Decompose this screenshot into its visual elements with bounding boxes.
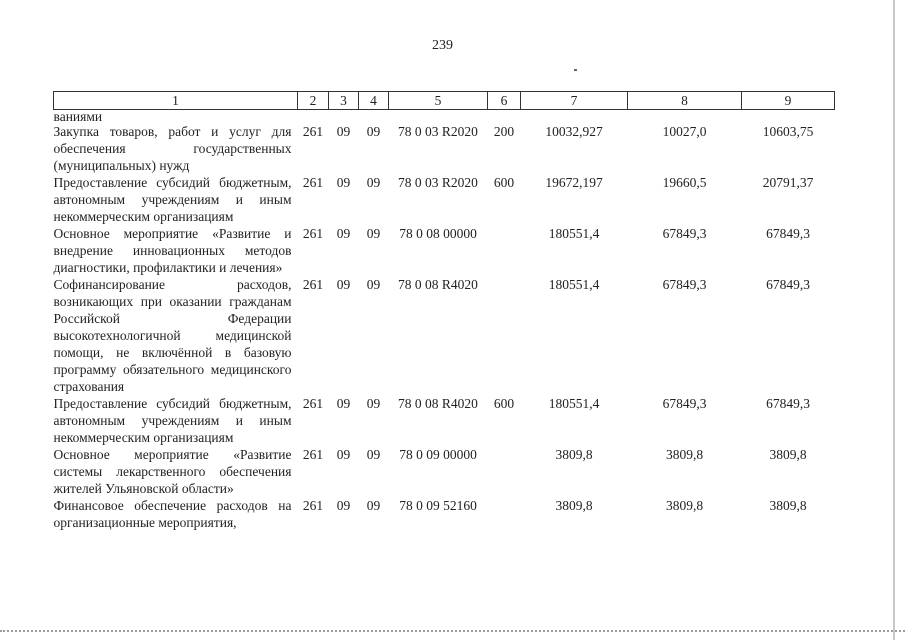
section-code: 09	[336, 498, 351, 513]
expense-type-code	[488, 276, 521, 395]
amount-col9: 3809,8	[769, 498, 807, 513]
amount-col9: 67849,3	[766, 396, 810, 411]
amount-col8: 3809,8	[665, 498, 704, 513]
ministry-code: 261	[302, 175, 324, 190]
amount-col7: 180551,4	[548, 277, 600, 292]
expense-type-code	[488, 110, 521, 124]
target-article-code: 78 0 08 R4020	[398, 396, 478, 411]
target-article-code: 78 0 09 00000	[399, 447, 477, 462]
expense-type-code	[488, 497, 521, 531]
ministry-code: 261	[302, 498, 324, 513]
subsection-code: 09	[366, 277, 381, 292]
section-code	[329, 110, 359, 124]
table-row	[54, 225, 835, 276]
table-row	[54, 497, 835, 531]
column-header: 9	[742, 92, 835, 110]
section-code: 09	[336, 277, 351, 292]
expense-type-code: 600	[493, 175, 515, 190]
ministry-code: 261	[302, 277, 324, 292]
section-code: 09	[336, 226, 351, 241]
expense-type-code: 600	[493, 396, 515, 411]
ministry-code: 261	[302, 447, 324, 462]
amount-col7: 3809,8	[555, 498, 593, 513]
ministry-code	[298, 110, 329, 124]
page-number: 239	[432, 38, 453, 53]
section-code: 09	[336, 396, 351, 411]
amount-col9: 10603,75	[762, 124, 814, 139]
section-code: 09	[336, 175, 351, 190]
column-header: 8	[628, 92, 742, 110]
column-header: 1	[54, 92, 298, 110]
row-description: Софинансирование расходов, возникающих при оказании гражданам Российской Федерации высокотехнологичной медицинской помощи, не включённой в базовую программу обязательного медицинского страхования	[53, 277, 292, 394]
amount-col8: 67849,3	[662, 396, 707, 411]
subsection-code	[359, 110, 389, 124]
page-edge	[893, 0, 895, 640]
column-header: 3	[329, 92, 359, 110]
amount-col9: 20791,37	[762, 175, 814, 190]
row-description: Основное мероприятие «Развитие системы лекарственного обеспечения жителей Ульяновской области»	[53, 447, 292, 496]
ministry-code: 261	[302, 396, 324, 411]
row-description: Финансовое обеспечение расходов на организационные мероприятия,	[53, 498, 292, 530]
target-article-code: 78 0 09 52160	[399, 498, 477, 513]
table-row	[54, 110, 835, 124]
row-description: Закупка товаров, работ и услуг для обеспечения государственных (муниципальных) нужд	[53, 124, 292, 173]
table-row	[54, 123, 835, 174]
amount-col8: 67849,3	[662, 277, 707, 292]
target-article-code: 78 0 08 R4020	[398, 277, 478, 292]
table-row	[54, 446, 835, 497]
ministry-code: 261	[302, 124, 324, 139]
target-article-code: 78 0 08 00000	[399, 226, 477, 241]
scan-speck	[574, 69, 577, 71]
subsection-code: 09	[366, 498, 381, 513]
amount-col9	[742, 110, 835, 124]
column-header: 2	[298, 92, 329, 110]
subsection-code: 09	[366, 396, 381, 411]
subsection-code: 09	[366, 175, 381, 190]
subsection-code: 09	[366, 124, 381, 139]
amount-col7	[521, 110, 628, 124]
subsection-code: 09	[366, 447, 381, 462]
section-code: 09	[336, 124, 351, 139]
subsection-code: 09	[366, 226, 381, 241]
table-row	[54, 276, 835, 395]
column-header: 6	[488, 92, 521, 110]
expense-type-code	[488, 446, 521, 497]
row-description: Предоставление субсидий бюджетным, автономным учреждениям и иным некоммерческим организациям	[53, 175, 292, 224]
amount-col8	[628, 110, 742, 124]
row-description: ваниями	[53, 109, 103, 124]
column-header: 5	[389, 92, 488, 110]
expense-type-code	[488, 225, 521, 276]
target-article-code: 78 0 03 R2020	[398, 124, 478, 139]
expense-type-code: 200	[493, 124, 515, 139]
amount-col7: 19672,197	[545, 175, 603, 190]
amount-col8: 67849,3	[662, 226, 707, 241]
amount-col9: 3809,8	[769, 447, 807, 462]
amount-col9: 67849,3	[766, 277, 810, 292]
column-number-row	[54, 92, 835, 110]
section-code: 09	[336, 447, 351, 462]
row-description: Основное мероприятие «Развитие и внедрение инновационных методов диагностики, профилактики и лечения»	[53, 226, 292, 275]
amount-col7: 180551,4	[548, 396, 600, 411]
target-article-code	[389, 110, 488, 124]
amount-col8: 10027,0	[662, 124, 707, 139]
page-cut-line	[0, 630, 905, 632]
amount-col7: 10032,927	[545, 124, 603, 139]
ministry-code: 261	[302, 226, 324, 241]
table-row	[54, 174, 835, 225]
row-description: Предоставление субсидий бюджетным, автономным учреждениям и иным некоммерческим организациям	[53, 396, 292, 445]
column-header: 7	[521, 92, 628, 110]
target-article-code: 78 0 03 R2020	[398, 175, 478, 190]
budget-table	[53, 91, 835, 531]
amount-col7: 180551,4	[548, 226, 600, 241]
amount-col7: 3809,8	[555, 447, 593, 462]
amount-col9: 67849,3	[766, 226, 810, 241]
amount-col8: 19660,5	[662, 175, 707, 190]
table-row	[54, 395, 835, 446]
amount-col8: 3809,8	[665, 447, 704, 462]
column-header: 4	[359, 92, 389, 110]
